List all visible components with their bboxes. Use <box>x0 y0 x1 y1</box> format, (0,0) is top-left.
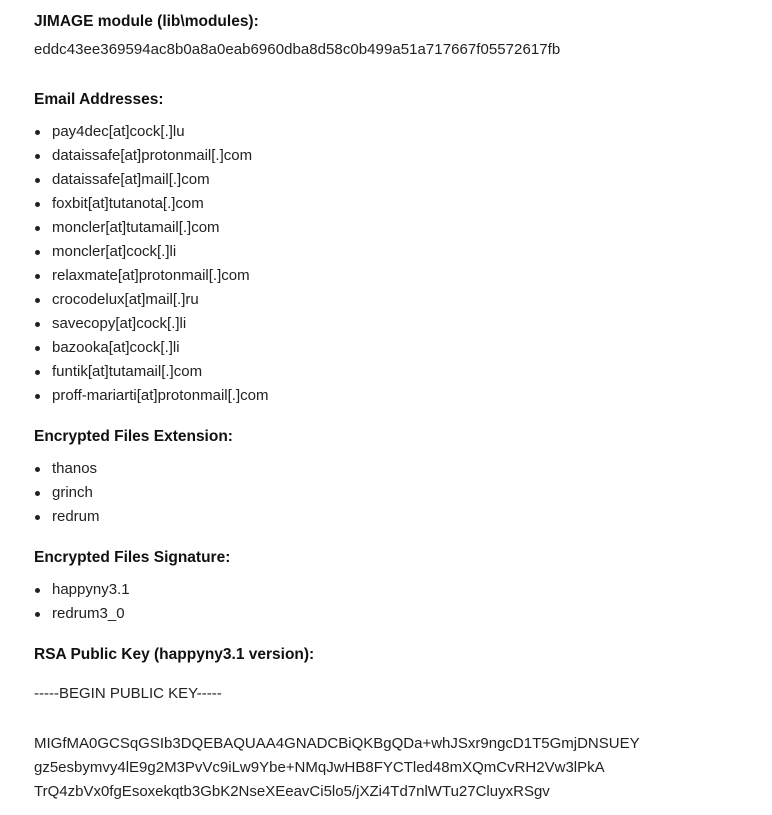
rsa-key-line: TrQ4zbVx0fgEsoxekqtb3GbK2NseXEeavCi5lo5/jXZi4Td7nlWTu27CluyxRSgv <box>34 783 550 800</box>
email-item: proff-mariarti[at]protonmail[.]com <box>34 384 772 408</box>
rsa-key-line: gz5esbymvy4lE9g2M3PvVc9iLw9Ybe+NMqJwHB8FYCTled48mXQmCvRH2Vw3lPkA <box>34 759 605 776</box>
email-item: moncler[at]tutamail[.]com <box>34 216 772 240</box>
email-item: bazooka[at]cock[.]li <box>34 336 772 360</box>
rsa-key-line: MIGfMA0GCSqGSIb3DQEBAQUAA4GNADCBiQKBgQDa+whJSxr9ngcD1T5GmjDNSUEY <box>34 735 640 752</box>
email-item: relaxmate[at]protonmail[.]com <box>34 264 772 288</box>
email-item: moncler[at]cock[.]li <box>34 240 772 264</box>
email-item: funtik[at]tutamail[.]com <box>34 360 772 384</box>
extension-list <box>34 457 772 529</box>
signature-list <box>34 578 772 626</box>
jimage-hash: eddc43ee369594ac8b0a8a0eab6960dba8d58c0b499a51a717667f05572617fb <box>34 41 561 58</box>
extension-item: grinch <box>34 481 772 505</box>
signature-heading: Encrypted Files Signature: <box>34 549 231 566</box>
email-item: pay4dec[at]cock[.]lu <box>34 120 772 144</box>
email-list <box>34 120 772 408</box>
rsa-key-body <box>34 732 772 804</box>
signature-item: redrum3_0 <box>34 602 772 626</box>
email-heading: Email Addresses: <box>34 91 164 108</box>
email-item: crocodelux[at]mail[.]ru <box>34 288 772 312</box>
email-item: dataissafe[at]mail[.]com <box>34 168 772 192</box>
extension-item: thanos <box>34 457 772 481</box>
email-item: savecopy[at]cock[.]li <box>34 312 772 336</box>
email-item: foxbit[at]tutanota[.]com <box>34 192 772 216</box>
signature-item: happyny3.1 <box>34 578 772 602</box>
email-item: dataissafe[at]protonmail[.]com <box>34 144 772 168</box>
jimage-heading: JIMAGE module (lib\modules): <box>34 13 259 30</box>
rsa-heading: RSA Public Key (happyny3.1 version): <box>34 646 315 663</box>
extension-heading: Encrypted Files Extension: <box>34 428 233 445</box>
extension-item: redrum <box>34 505 772 529</box>
rsa-key-begin: -----BEGIN PUBLIC KEY----- <box>34 685 222 702</box>
